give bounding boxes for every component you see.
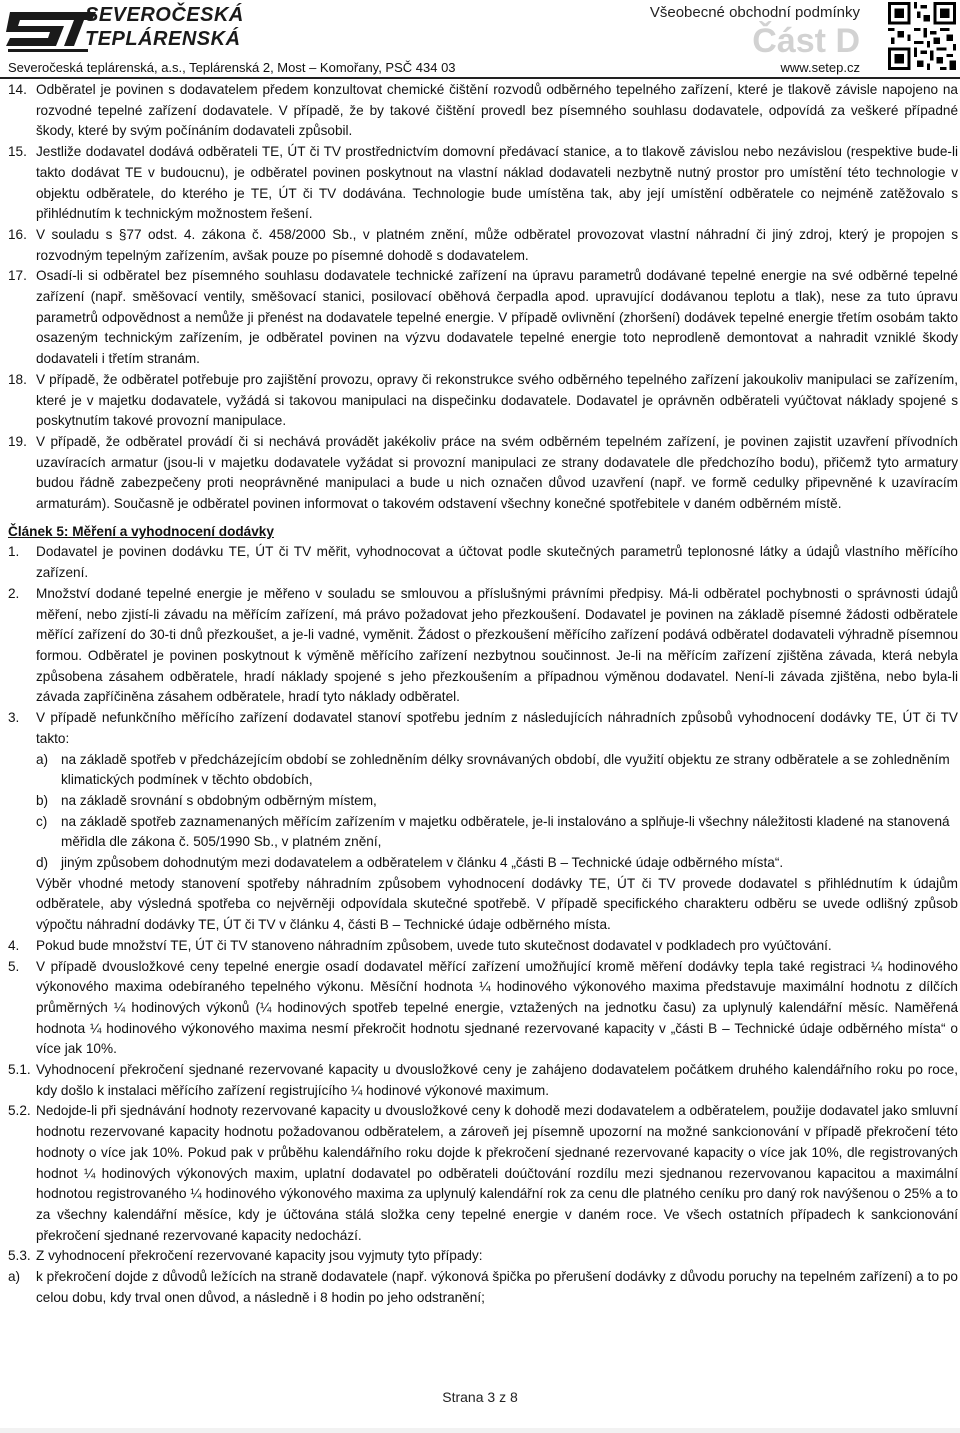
sub-item: a) na základě spotřeb v předcházejícím období se zohledněním délky srovnávaných období, dle využití objektu ze strany odběratele a se zohledněním klimatických podmínek v těchto obdobích, (36, 751, 950, 788)
list-item: 4. Pokud bude množství TE, ÚT či TV stanoveno náhradním způsobem, uvede tuto skutečnost dodavatel v podkladech pro vyúčtování. (8, 937, 832, 953)
logo-text-line1: SEVEROČESKÁ (85, 4, 244, 26)
page-bottom-strip (0, 1428, 960, 1433)
list-item: 16. V souladu s §77 odst. 4. zákona č. 458/2000 Sb., v platném znění, může odběratel provozovat vlastní náhradní či jiný zdroj, který je propojen s rozvodným tepelným zařízením, avšak pouze po písemné dohodě s dodavatelem. (8, 226, 958, 263)
sub-item: b) na základě srovnání s obdobným odběrným místem, (36, 792, 377, 808)
list-item: 15. Jestliže dodavatel dodává odběrateli TE, ÚT či TV prostřednictvím domovní předávací stanice, a to tlakově závislou nebo nezávislou (respektive bude-li takto dodávat TE v budoucnu), je odběratel povinen poskytnout na vlastní náklad dodavateli nezbytně nutný prostor pro umístění této technologie v objektu odběratele, do kterého je TE, ÚT či TV dodávána. Technologie bude umístěna tak, aby její umístění odběratele co nejméně zatěžovalo s přihlédnutím k technickým možnostem řešení. (8, 144, 958, 222)
page-header (0, 0, 960, 80)
list-item: 5. V případě dvousložkové ceny tepelné energie osadí dodavatel měřící zařízení umožňující kromě měření dodávky tepla také registraci ¼ hodinového výkonového maxima odebíraného tepelného výkonu. Měsíční hodnota ¼ hodinového výkonového maxima představuje maximální hodnotu z dílčích průměrných ¼ hodinových výkonů (¼ hodinových spotřeb tepelné energie, vztažených na jednotku času) za uplynulý kalendářní měsíc. Naměřená hodnota ¼ hodinového výkonového maxima nesmí překročit hodnotu sjednané rezervované kapacity v „části B – Technické údaje odběrného místa“ o více jak 10%. (8, 958, 958, 1057)
article-heading: Článek 5: Měření a vyhodnocení dodávky (8, 523, 274, 539)
list-item: 5.2. Nedojde-li při sjednávání hodnoty rezervované kapacity u dvousložkové ceny k dohodě mezi dodavatelem a odběratelem, použije dodavatel jako smluvní hodnotu rezervované kapacity hodnotu požadovanou odběratelem, a zároveň jej písemně upozorní na možné sankcionování v případě překročení této hodnoty o více jak 10%. Pokud pak v průběhu kalendářního roku dojde k překročení sjednané rezervované kapacity o více jak 10%, dle registrovaných hodnot ¼ hodinových výkonových maxim, uplatní dodavatel po odběrateli doúčtování rozdílu mezi sjednanou rezervovanou kapacitou a maximální hodnotou registrovaného ¼ hodinového výkonového maxima za uplynulý kalendářní rok za cenu dle platného ceníku pro daný rok navýšenou o 25% a to za všechny kalendářní měsíce, kdy je účtována stálá složka ceny tepelné energie v daném roce. Ve všech ostatních případech k sankcionování překročení sjednané rezervované kapacity nedochází. (8, 1103, 958, 1243)
list-item: 14. Odběratel je povinen s dodavatelem předem konzultovat chemické čištění rozvodů odběrného tepelného zařízení, které je tlakově závisle napojeno na rozvodné tepelné zařízení dodavatele. V případě, že by takové čištění provedl bez písemného souhlasu dodavatele, odpovídá za veškeré případné škody, které by svým počínáním dodavateli způsobil. (8, 82, 958, 139)
qr-code-icon (888, 2, 956, 70)
document-part: Část D (752, 22, 860, 60)
document-body (8, 80, 958, 1308)
list-item: 2. Množství dodané tepelné energie je měřeno v souladu se smlouvou a příslušnými právními předpisy. Má-li odběratel pochybnosti o správnosti údajů měření, nebo zjistí-li závadu na měřícím zařízení, má právo požadovat jeho přezkoušení. Dodavatel je povinen na základě písemné žádosti odběratele měřící zařízení do 30-ti dnů přezkoušet, a je-li vadné, vyměnit. Žádost o přezkoušení měřícího zařízení podává odběratel dodavateli výhradně písemnou formou. Odběratel je povinen poskytnout k výměně měřícího zařízení nezbytnou součinnost. Je-li na měřícím zařízení zjištěna závada, která nebyla způsobena zásahem odběratele, hradí náklady spojené s jeho přezkoušením a případnou výměnou dodavatel. Není-li závada zjištěna, nebo byla-li závada zapříčiněna zásahem odběratele, hradí tyto náklady odběratel. (8, 585, 958, 705)
sub-item: d) jiným způsobem dohodnutým mezi dodavatelem a odběratelem v článku 4 „části B – Technické údaje odběrného místa“. (36, 855, 784, 871)
logo-text-line2: TEPLÁRENSKÁ (85, 28, 241, 50)
list-item: 5.1. Vyhodnocení překročení sjednané rezervované kapacity u dvousložkové ceny je zahájeno dodavatelem počátkem druhého kalendářního roku po roce, kdy došlo k instalaci měřícího zařízení registrujícího ¼ hodinové výkonové maximum. (8, 1062, 958, 1098)
list-item: 17. Osadí-li si odběratel bez písemného souhlasu dodavatele technické zařízení na úpravu parametrů dodávané tepelné energie na své odběrné tepelné zařízení (např. směšovací ventily, směšovací stanici, posilovací oběhová čerpadla apod. upravující dodávanou teplotu a tlak), nese za tuto úpravu parametrů odpovědnost a nemůže ji přenést na dodavatele tepelné energie. V případě ovlivnění (zhoršení) dodávek tepelné energie třetím osobám takto osazeným technickým zařízením, je odběratel povinen na výzvu dodavatele tepelné energie toto neprodleně demontovat a nahradit vzniklé škody dodavateli i třetím stranám. (8, 268, 958, 367)
list-item: 3. V případě nefunkčního měřícího zařízení dodavatel stanoví spotřebu jedním z následujících náhradních způsobů vyhodnocení dodávky TE, ÚT či TV takto: (8, 710, 958, 746)
company-address: Severočeská teplárenská, a.s., Teplárenská 2, Most – Komořany, PSČ 434 03 (8, 60, 456, 75)
document-title: Všeobecné obchodní podmínky (649, 4, 860, 21)
website-link[interactable]: www.setep.cz (780, 60, 860, 75)
list-item: 1. Dodavatel je povinen dodávku TE, ÚT či TV měřit, vyhodnocovat a účtovat podle skutečných parametrů teplonosné látky a údajů vlastního měřícího zařízení. (8, 544, 958, 581)
sub-item: a) k překročení dojde z důvodů ležících na straně dodavatele (např. výkonová špička po přerušení dodávky z důvodu poruchy na tepelném zařízení) a to po celou dobu, kdy trval onen důvod, a následně i 8 hodin po jeho odstranění; (8, 1269, 958, 1305)
list-item: 18. V případě, že odběratel potřebuje pro zajištění provozu, opravy či rekonstrukce svého odběrného tepelného zařízení jakoukoliv manipulaci se zařízením, které je v majetku dodavatele, vyžádá si takovou manipulaci na dispečinku dodavatele. Dodavatel je oprávněn odběrateli vyúčtovat náklady spojené s poskytnutím takové provozní manipulace. (8, 371, 958, 429)
page-number: Strana 3 z 8 (442, 1389, 518, 1405)
list-item: 5.3. Z vyhodnocení překročení rezervované kapacity jsou vyjmuty tyto případy: (8, 1248, 483, 1264)
header-rule (0, 77, 960, 79)
sub-item: c) na základě spotřeb zaznamenaných měřícím zařízením v majetku odběratele, je-li instalováno a splňuje-li všechny náležitosti kladené na stanovená měřidla dle zákona č. 505/1990 Sb., v platném znění, (36, 813, 950, 850)
list-item: 19. V případě, že odběratel provádí či si nechává provádět jakékoliv práce na svém odběrném tepelném zařízení, je povinen zajistit uzavření přívodních uzavíracích armatur (jsou-li v majetku dodavatele vyžádat si provozní manipulaci ze strany dodavatele dle předchozího bodu), přičemž tyto armatury budou řádně zabezpečeny proti neoprávněné manipulaci a bude u nich označen důvod uzavření (např. ve formě cedulky připevněné k uzavíracím armaturám). Současně je odběratel povinen informovat o takovém odstavení všechny konečné spotřebitele v daném odběrném místě. (8, 433, 958, 512)
paragraph: Výběr vhodné metody stanovení spotřeby náhradním způsobem vyhodnocení dodávky TE, ÚT či TV provede dodavatel s přihlédnutím k údajům odběratele, aby výsledná spotřeba co nejvěrněji odpovídala skutečné spotřebě. V případě specifického charakteru odběru se uvede odlišný způsob výpočtu náhradní dodávky TE, ÚT či TV v článku 4, části B – Technické údaje odběrného místa. (36, 875, 958, 933)
